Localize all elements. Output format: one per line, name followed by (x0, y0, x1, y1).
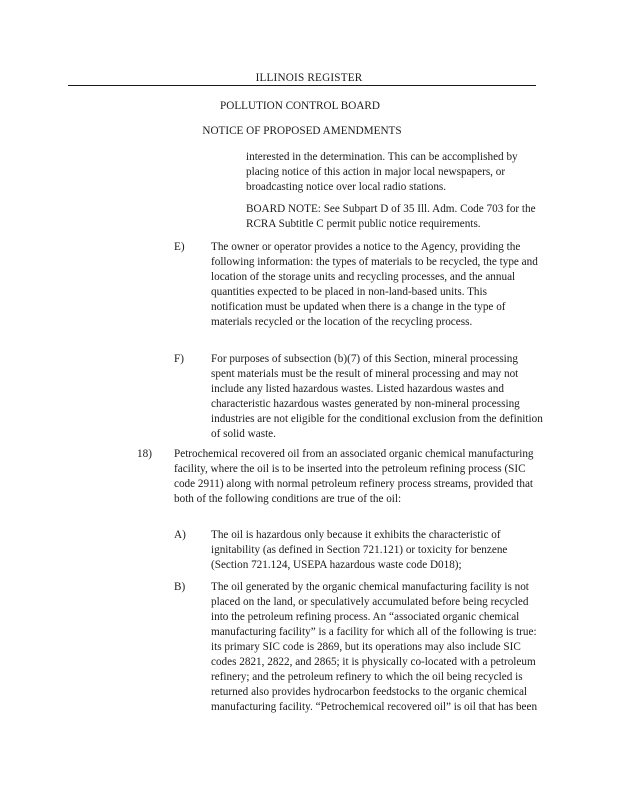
board-name: POLLUTION CONTROL BOARD (220, 100, 380, 112)
item-e-text: The owner or operator provides a notice to the Agency, providing the following information: the types of materials to be recycled, the type and location of the storage units and recycling processes, and the annual quantities expected to be placed in non-land-based units. This notification must be updated when there is a change in the type of materials recycled or the location of the recycling process. (211, 241, 538, 328)
item-18-text: Petrochemical recovered oil from an associated organic chemical manufacturing facility, where the oil is to be inserted into the petroleum refining process (SIC code 2911) along with normal petroleum refinery process streams, provided that both of the following conditions are true of the oil: (174, 448, 534, 505)
continuation-paragraph: interested in the determination. This can be accomplished by placing notice of this action in major local newspapers, or broadcasting notice over local radio stations. (246, 151, 518, 193)
item-18a-text: The oil is hazardous only because it exhibits the characteristic of ignitability (as defined in Section 721.121) or toxicity for benzene (Section 721.124, USEPA hazardous waste code D018); (211, 529, 508, 571)
item-18-label: 18) (137, 448, 152, 460)
item-18b-label: B) (174, 581, 186, 593)
item-f-text: For purposes of subsection (b)(7) of this Section, mineral processing spent materials must be the result of mineral processing and may not include any listed hazardous wastes. Listed hazardous wastes and characteristic hazardous wastes generated by non-mineral processing industries are not eligible for the conditional exclusion from the definition of solid waste. (211, 353, 543, 440)
register-title: ILLINOIS REGISTER (255, 72, 363, 84)
header-rule (68, 85, 536, 86)
notice-title: NOTICE OF PROPOSED AMENDMENTS (202, 125, 402, 137)
item-18a-label: A) (174, 529, 186, 541)
item-e-label: E) (174, 241, 185, 253)
board-note: BOARD NOTE: See Subpart D of 35 Ill. Adm. Code 703 for the RCRA Subtitle C permit public notice requirements. (246, 203, 536, 230)
item-f-label: F) (174, 353, 184, 365)
item-18b-text: The oil generated by the organic chemical manufacturing facility is not placed on the land, or speculatively accumulated before being recycled into the petroleum refining process. An “associated organic chemical manufacturing facility” is a facility for which all of the following is true: its primary SIC code is 2869, but its operations may also include SIC codes 2821, 2822, and 2865; it is physically co-located with a petroleum refinery; and the petroleum refinery to which the oil being recycled is returned also provides hydrocarbon feedstocks to the organic chemical manufacturing facility. “Petrochemical recovered oil” is oil that has been (211, 581, 538, 713)
